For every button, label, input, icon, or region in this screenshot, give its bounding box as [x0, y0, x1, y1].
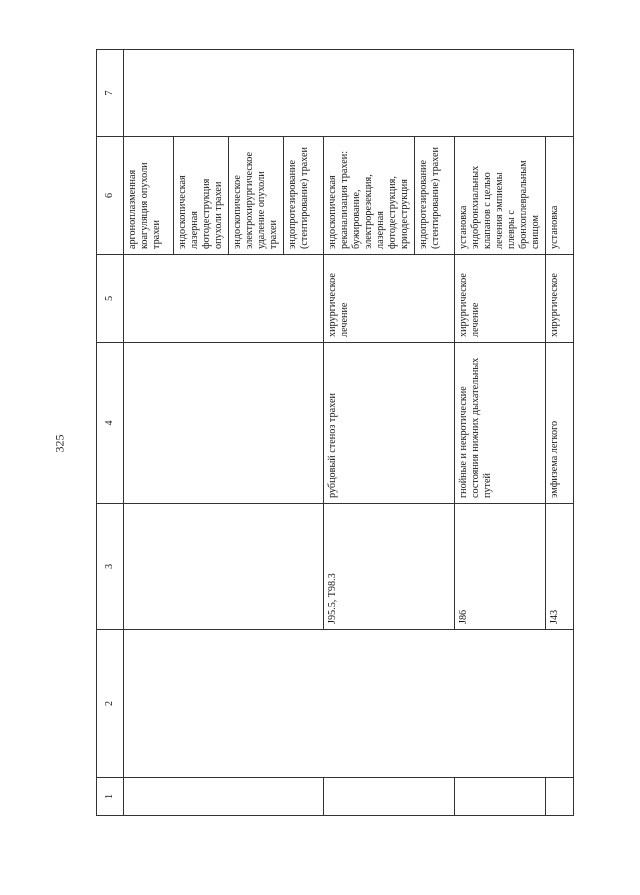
header-col-3: 3	[97, 504, 124, 630]
page-number: 325	[52, 434, 67, 453]
cell-condition	[124, 343, 324, 504]
header-col-5: 5	[97, 255, 124, 343]
cell-treatment: хирургическое лечение	[324, 255, 455, 343]
cell-treatment: хирургическое лечение	[455, 255, 546, 343]
cell-number	[546, 778, 574, 816]
cell-profile	[124, 630, 574, 778]
cell-code	[124, 504, 324, 630]
cell-method: эндоскопическая реканализация трахеи: бужирование, электрорезекция, лазерная фотодеструкция, криодеструкция	[324, 137, 415, 255]
cell-cost	[124, 50, 574, 137]
header-col-1: 1	[97, 778, 124, 816]
cell-code: J86	[455, 504, 546, 630]
cell-condition: гнойные и некротические состояния нижних дыхательных путей	[455, 343, 546, 504]
cell-condition: рубцовый стеноз трахеи	[324, 343, 455, 504]
cell-method: установка эндобронхиальных клапанов с целью лечения эмпиемы плевры с бронхоплевральным свищом	[455, 137, 546, 255]
cell-number	[124, 778, 324, 816]
header-col-2: 2	[97, 630, 124, 778]
cell-condition: эмфизема легкого	[546, 343, 574, 504]
medical-procedures-table	[96, 49, 574, 816]
cell-method: эндопротезирование (стентирование) трахеи	[415, 137, 455, 255]
cell-number	[455, 778, 546, 816]
cell-code: J43	[546, 504, 574, 630]
table-row	[124, 50, 174, 816]
header-col-4: 4	[97, 343, 124, 504]
cell-treatment: хирургическое	[546, 255, 574, 343]
cell-method: аргоноплазменная коагуляция опухоли трахеи	[124, 137, 174, 255]
cell-method: эндоскопическое электрохирургическое удаление опухоли трахеи	[229, 137, 284, 255]
header-row	[97, 50, 124, 816]
cell-code: J95.5, T98.3	[324, 504, 455, 630]
cell-method: эндопротезирование (стентирование) трахеи	[284, 137, 324, 255]
rotated-table-container	[96, 50, 560, 816]
cell-method: эндоскопическая лазерная фотодеструкция опухоли трахеи	[174, 137, 229, 255]
cell-method: установка	[546, 137, 574, 255]
cell-number	[324, 778, 455, 816]
cell-treatment	[124, 255, 324, 343]
header-col-7: 7	[97, 50, 124, 137]
header-col-6: 6	[97, 137, 124, 255]
